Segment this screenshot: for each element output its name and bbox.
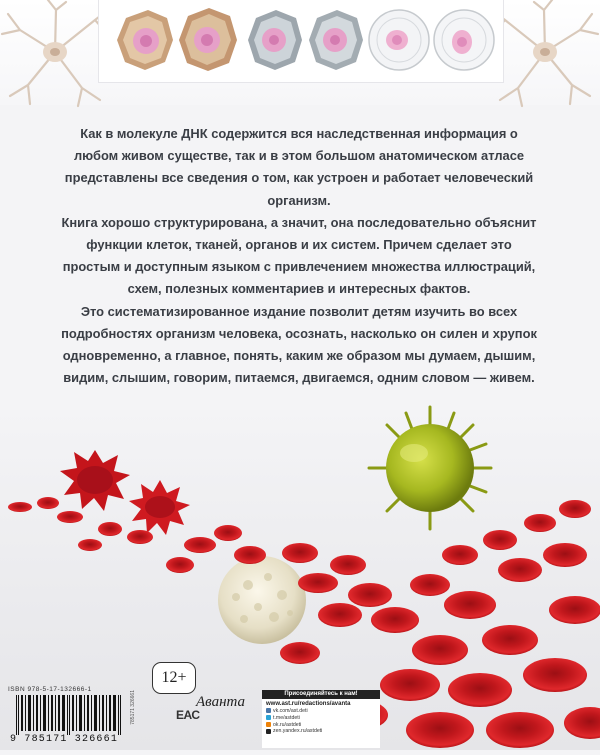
cell-illustration <box>117 10 173 70</box>
cell-types-strip <box>98 0 504 83</box>
cell-illustration <box>248 10 302 70</box>
neuron-left-illustration <box>0 0 110 108</box>
spiky-red-cell <box>129 480 190 535</box>
barcode <box>12 695 128 735</box>
book-description <box>60 123 538 389</box>
ok-icon <box>266 722 271 727</box>
virus-particle <box>369 407 491 529</box>
white-blood-cell <box>218 556 306 644</box>
social-links-block <box>262 690 380 748</box>
age-rating-badge: 12+ <box>152 662 196 694</box>
social-link-ok[interactable] <box>262 722 380 729</box>
social-link-zen[interactable] <box>262 728 380 735</box>
description-paragraph-1: Как в молекуле ДНК содержится вся наследственная информация о любом живом существе, так и в этом большом анатомическом атласе представлены все сведения о том, как устроен и работает человеческий организм. <box>64 126 534 208</box>
spiky-red-cell <box>60 450 130 511</box>
description-paragraph-3: Это систематизированное издание позволит детям изучить во всех подробностях организм человека, осознать, насколько он силен и хрупок одновременно, а главное, понять, каким же образом мы думаем, дышим, видим, слышим, говорим, питаемся, двигаемся, одним словом — живем. <box>61 303 537 386</box>
social-link-text: vk.com/ast.deti <box>273 708 308 714</box>
eac-certification-mark: ЕАС <box>176 708 200 722</box>
publisher-logo: Аванта <box>196 694 246 710</box>
description-paragraph-2: Книга хорошо структурирована, а значит, она последовательно объяснит функции клеток, тканей, органов и их систем. Причем сделает это простым и доступным языком с привлечением множества иллюстраций, схем, полезных комментариев и интересных фактов. <box>61 214 537 297</box>
cell-illustration <box>179 8 237 71</box>
cell-illustration <box>369 10 429 70</box>
isbn-label: ISBN 978-5-17-132666-1 <box>8 686 92 693</box>
social-link-vk[interactable] <box>262 708 380 715</box>
isbn-side-code: 785171 326661 <box>130 690 136 725</box>
cell-illustration <box>309 10 363 70</box>
neuron-right-illustration <box>490 0 600 108</box>
cell-illustration <box>434 10 494 70</box>
telegram-icon <box>266 715 271 720</box>
social-link-text: zen.yandex.ru/astdeti <box>273 728 323 735</box>
social-link-telegram[interactable] <box>262 715 380 722</box>
isbn-barcode-block <box>6 680 138 746</box>
social-header: Присоединяйтесь к нам! <box>262 690 380 699</box>
publisher-website[interactable]: www.ast.ru/redactions/avanta <box>266 701 351 707</box>
social-link-text: t.me/astdeti <box>273 714 300 721</box>
zen-icon <box>266 729 271 734</box>
vk-icon <box>266 708 271 713</box>
barcode-digits: 9 785171 326661 <box>10 734 119 745</box>
social-link-text: ok.ru/astdeti <box>273 721 302 728</box>
